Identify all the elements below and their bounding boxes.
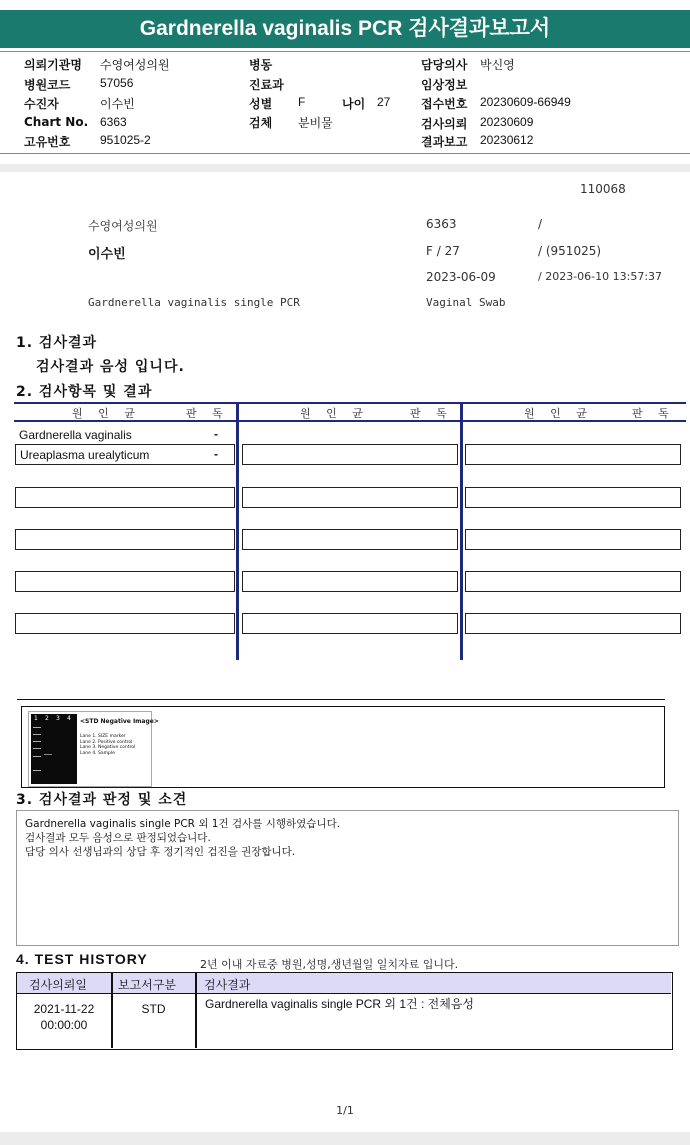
- value-age: 27: [377, 95, 391, 109]
- result-empty-cell: [242, 487, 458, 508]
- gel-band: [33, 748, 41, 749]
- header-bottom-rule: [0, 153, 690, 154]
- gel-image-thumbnail: [28, 711, 159, 787]
- result-row-2-col-3: [465, 444, 681, 465]
- col2-judgement-header: 판 독: [410, 407, 453, 420]
- result-empty-cell: [465, 571, 681, 592]
- section1-result: 검사결과 음성 입니다.: [36, 359, 185, 375]
- findings-line: 검사결과 모두 음성으로 판정되었습니다.: [25, 832, 211, 844]
- result-judgement-2: -: [214, 447, 218, 461]
- history-header-row: [17, 973, 671, 994]
- label-request-date: 검사의뢰: [421, 117, 468, 131]
- history-header-result: 검사결과: [204, 978, 251, 992]
- result-empty-cell: [15, 613, 235, 634]
- gel-legend-item: Lane 1. SIZE marker: [80, 734, 126, 739]
- gel-band: [33, 727, 41, 728]
- value-unique-no: 951025-2: [100, 133, 151, 147]
- gel-image-box: [21, 706, 665, 788]
- label-report-date: 결과보고: [421, 135, 468, 149]
- section4-title: 4. TEST HISTORY: [16, 951, 148, 967]
- report-code: 110068: [580, 182, 626, 196]
- label-ward: 병동: [249, 58, 273, 72]
- history-time: 00:00:00: [40, 1018, 88, 1032]
- value-patient: 이수빈: [100, 97, 135, 111]
- gel-band: [33, 734, 41, 735]
- gel-band: [33, 770, 41, 771]
- label-sex: 성별: [249, 97, 273, 111]
- result-grid: [14, 402, 686, 662]
- summary-test-name: Gardnerella vaginalis single PCR: [88, 296, 300, 309]
- summary-slash: /: [538, 217, 543, 231]
- history-header-type: 보고서구분: [118, 978, 176, 992]
- summary-specimen: Vaginal Swab: [426, 296, 506, 309]
- label-doctor: 담당의사: [421, 58, 468, 72]
- footer-band: [0, 1132, 690, 1145]
- gel-lane-label: 4: [67, 715, 71, 722]
- value-sex: F: [298, 95, 306, 109]
- grid-top-line: [14, 402, 686, 404]
- gel-band: [33, 756, 41, 757]
- findings-line: Gardnerella vaginalis single PCR 외 1건 검사를 시행하였습니다.: [25, 818, 341, 830]
- summary-report-datetime: / 2023-06-10 13:57:37: [538, 270, 663, 283]
- history-header-date: 검사의뢰일: [29, 978, 87, 992]
- gel-lane-label: 3: [56, 715, 60, 722]
- section3-title: 3. 검사결과 판정 및 소견: [16, 792, 188, 808]
- history-type: STD: [141, 1002, 166, 1016]
- findings-line: 담당 의사 선생님과의 상담 후 정기적인 검진을 권장합니다.: [25, 846, 296, 858]
- history-col-divider: [195, 973, 197, 1048]
- value-doctor: 박신영: [480, 58, 515, 72]
- value-institution: 수영여성의원: [100, 58, 170, 72]
- result-empty-cell: [242, 613, 458, 634]
- value-chart-no: 6363: [100, 115, 127, 129]
- history-note: 2년 이내 자료중 병원,성명,생년월일 일치자료 입니다.: [200, 958, 459, 971]
- label-receipt-no: 접수번호: [421, 97, 468, 111]
- gel-photo: [31, 714, 77, 784]
- section2-title: 2. 검사항목 및 결과: [16, 384, 153, 400]
- summary-patient: 이수빈: [88, 247, 126, 262]
- separator-band: [0, 164, 690, 172]
- result-row-2-col-2: [242, 444, 458, 465]
- result-pathogen-1: Gardnerella vaginalis: [19, 428, 132, 442]
- label-department: 진료과: [249, 78, 284, 92]
- value-specimen: 분비물: [298, 116, 333, 130]
- result-judgement-1: -: [214, 427, 218, 441]
- summary-hospital: 수영여성의원: [88, 219, 158, 233]
- label-specimen: 검체: [249, 116, 273, 130]
- label-age: 나이: [342, 97, 366, 111]
- label-hospital-code: 병원코드: [24, 78, 71, 92]
- value-report-date: 20230612: [480, 133, 534, 147]
- header-info: [0, 0, 690, 160]
- gel-lane-label: 1: [34, 715, 38, 722]
- gel-lane-label: 2: [45, 715, 49, 722]
- gel-title: <STD Negative Image>: [80, 718, 159, 725]
- value-receipt-no: 20230609-66949: [480, 95, 571, 109]
- result-empty-cell: [15, 571, 235, 592]
- findings-box: [16, 810, 679, 946]
- gel-legend-item: Lane 3. Negative control: [80, 745, 136, 750]
- col1-judgement-header: 판 독: [186, 407, 229, 420]
- summary-birth: / (951025): [538, 244, 602, 258]
- result-empty-cell: [15, 529, 235, 550]
- history-table: [16, 972, 673, 1050]
- grid-divider-1: [236, 402, 239, 660]
- col3-pathogen-header: 원 인 균: [524, 407, 593, 420]
- label-chart-no: Chart No.: [24, 115, 89, 129]
- result-empty-cell: [15, 487, 235, 508]
- gel-top-rule: [17, 699, 665, 700]
- value-request-date: 20230609: [480, 115, 534, 129]
- page-number: 1/1: [336, 1104, 354, 1117]
- summary-request-date: 2023-06-09: [426, 270, 496, 284]
- report-title: Gardnerella vaginalis PCR 검사결과보고서: [0, 10, 690, 48]
- col3-judgement-header: 판 독: [632, 407, 675, 420]
- col1-pathogen-header: 원 인 균: [72, 407, 141, 420]
- result-empty-cell: [242, 529, 458, 550]
- gel-band: [33, 741, 41, 742]
- result-empty-cell: [242, 571, 458, 592]
- result-empty-cell: [465, 529, 681, 550]
- summary-sex-age: F / 27: [426, 244, 460, 258]
- grid-divider-2: [460, 402, 463, 660]
- history-date: 2021-11-22: [33, 1002, 95, 1016]
- label-patient: 수진자: [24, 97, 59, 111]
- result-pathogen-2: Ureaplasma urealyticum: [20, 448, 150, 462]
- label-unique-no: 고유번호: [24, 135, 71, 149]
- gel-legend-item: Lane 2. Positive control: [80, 739, 133, 745]
- summary-chart: 6363: [426, 217, 457, 231]
- result-empty-cell: [465, 613, 681, 634]
- gel-legend: [80, 734, 135, 756]
- label-institution: 의뢰기관명: [24, 58, 82, 72]
- history-result: Gardnerella vaginalis single PCR 외 1건 : 전체음성: [205, 997, 474, 1011]
- col2-pathogen-header: 원 인 균: [300, 407, 369, 420]
- label-clinical-info: 임상정보: [421, 78, 468, 92]
- result-row-2-col-1: [15, 444, 235, 465]
- section1-title: 1. 검사결과: [16, 335, 98, 351]
- result-empty-cell: [465, 487, 681, 508]
- gel-legend-item: Lane 4. Sample: [80, 750, 115, 756]
- value-hospital-code: 57056: [100, 76, 134, 90]
- gel-band: [44, 754, 52, 755]
